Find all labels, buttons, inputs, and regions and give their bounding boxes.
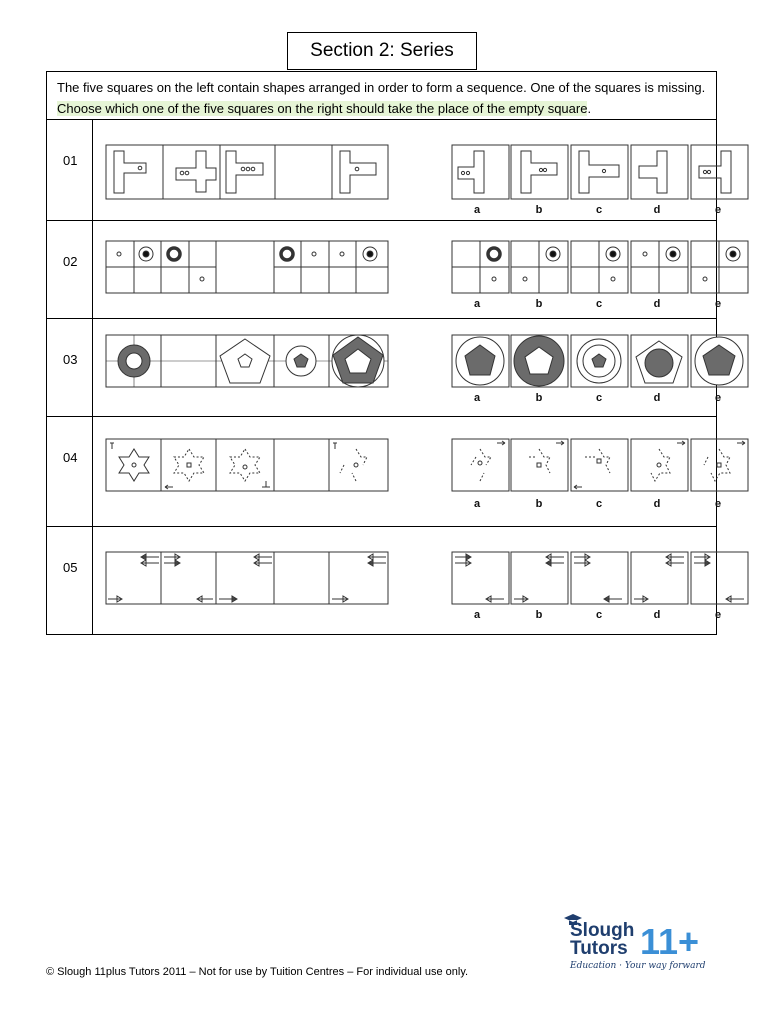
question-row bbox=[47, 220, 722, 318]
option-label: c bbox=[595, 498, 603, 510]
logo-line2: Tutors bbox=[570, 938, 628, 959]
question-number: 01 bbox=[47, 120, 93, 220]
question-row bbox=[47, 416, 722, 526]
question-04-figure bbox=[94, 417, 722, 527]
option-label: a bbox=[473, 298, 481, 310]
instructions-text: The five squares on the left contain shapes arranged in order to form a sequence. One of the squares is missing. bbox=[57, 80, 706, 95]
option-label: c bbox=[595, 298, 603, 310]
option-label: b bbox=[535, 498, 543, 510]
option-label: d bbox=[653, 609, 661, 621]
option-label: b bbox=[535, 392, 543, 404]
option-label: a bbox=[473, 498, 481, 510]
option-label: d bbox=[653, 204, 661, 216]
question-05-figure bbox=[94, 527, 722, 635]
option-label: d bbox=[653, 498, 661, 510]
option-label: c bbox=[595, 392, 603, 404]
question-03-figure bbox=[94, 319, 722, 417]
option-label: c bbox=[595, 204, 603, 216]
option-label: e bbox=[714, 609, 722, 621]
footer-copyright: © Slough 11plus Tutors 2011 – Not for use by Tuition Centres – For individual use only. bbox=[46, 966, 469, 978]
instructions-box bbox=[46, 71, 717, 120]
question-01-figure bbox=[94, 120, 722, 220]
logo-line1: Slough bbox=[570, 920, 635, 941]
option-label: b bbox=[535, 609, 543, 621]
questions-table bbox=[46, 119, 722, 635]
logo-tagline: Education · Your way forward bbox=[570, 961, 706, 971]
option-label: c bbox=[595, 609, 603, 621]
option-label: d bbox=[653, 392, 661, 404]
question-number: 04 bbox=[47, 417, 93, 526]
question-row bbox=[47, 318, 722, 416]
question-number: 05 bbox=[47, 527, 93, 634]
option-label: d bbox=[653, 298, 661, 310]
instructions-highlight: Choose which one of the five squares on the right should take the place of the empty square bbox=[57, 101, 588, 116]
question-02-figure bbox=[94, 221, 722, 319]
option-label: a bbox=[473, 392, 481, 404]
option-label: e bbox=[714, 498, 722, 510]
option-label: e bbox=[714, 392, 722, 404]
option-label: e bbox=[714, 204, 722, 216]
question-row bbox=[47, 120, 722, 220]
instructions-end: . bbox=[587, 101, 592, 116]
option-label: a bbox=[473, 609, 481, 621]
option-label: a bbox=[473, 204, 481, 216]
logo-mark: 11+ bbox=[640, 921, 700, 962]
question-row bbox=[47, 526, 722, 634]
option-label: b bbox=[535, 298, 543, 310]
option-label: b bbox=[535, 204, 543, 216]
section-title bbox=[287, 32, 477, 70]
option-label: e bbox=[714, 298, 722, 310]
question-number: 03 bbox=[47, 319, 93, 416]
slough-tutors-logo bbox=[562, 912, 722, 974]
section-title-text: Section 2: Series bbox=[310, 40, 454, 61]
question-number: 02 bbox=[47, 221, 93, 318]
